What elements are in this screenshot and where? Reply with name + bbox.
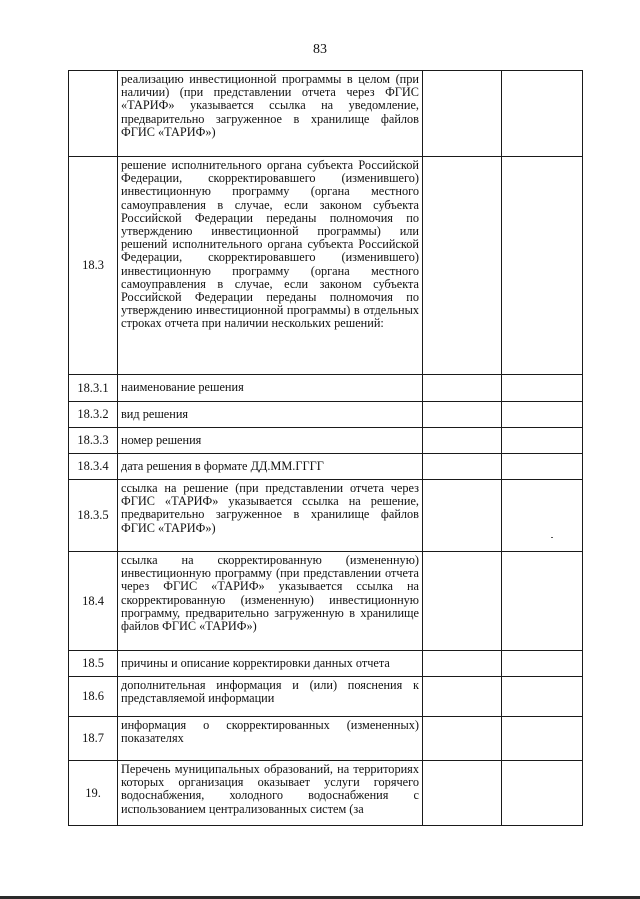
value-cell [423, 677, 502, 717]
row-text [118, 552, 423, 651]
value-cell [423, 402, 502, 428]
value-cell [423, 761, 502, 826]
row-number: 18.3.4 [69, 454, 118, 480]
value-cell [502, 552, 583, 651]
row-number: 18.3.1 [69, 375, 118, 402]
row-text-content: ссылка на решение (при представлении отчета через ФГИС «ТАРИФ» указывается ссылка на решение, предварительно загруженное в хранилище файлов ФГИС «ТАРИФ») [121, 481, 419, 535]
row-text-content: ссылка на скорректированную (измененную) инвестиционную программу (при представлении отчета через ФГИС «ТАРИФ» указывается ссылка на скорректированную (измененную) инвестиционную программу, предварительно загруженную в хранилище файлов ФГИС «ТАРИФ») [121, 553, 419, 634]
page-number: 83 [313, 42, 327, 57]
table-row [69, 428, 583, 454]
row-text-content: решение исполнительного органа субъекта Российской Федерации, скорректировавшего (изменившего) инвестиционную программу (органа местного самоуправления в случае, если законом субъекта Российской Федерации переданы полномочия по утверждению инвестиционной программы) или решений исполнительного органа субъекта Российской Федерации, скорректировавшего (изменившего) инвестиционную программу (органа местного самоуправления в случае, если законом субъекта Российской Федерации переданы полномочия по утверждению инвестиционной программы) в отдельных строках отчета при наличии нескольких решений: [121, 158, 419, 331]
row-text [118, 71, 423, 157]
value-cell [423, 454, 502, 480]
row-number: 18.7 [69, 717, 118, 761]
value-cell [502, 454, 583, 480]
value-cell [502, 677, 583, 717]
row-number: 18.3.3 [69, 428, 118, 454]
table-row [69, 552, 583, 651]
value-cell [502, 157, 583, 375]
table-row [69, 157, 583, 375]
row-text: вид решения [118, 402, 423, 428]
requirements-table [68, 70, 583, 826]
table-row [69, 375, 583, 402]
scan-speck [551, 537, 553, 538]
row-text: номер решения [118, 428, 423, 454]
value-cell [502, 71, 583, 157]
table-row [69, 480, 583, 552]
row-text [118, 761, 423, 826]
row-text: дата решения в формате ДД.ММ.ГГГГ [118, 454, 423, 480]
value-cell [423, 428, 502, 454]
value-cell [502, 651, 583, 677]
value-cell [502, 428, 583, 454]
row-text [118, 717, 423, 761]
value-cell [423, 651, 502, 677]
table-row [69, 761, 583, 826]
row-text-content: реализацию инвестиционной программы в целом (при наличии) (при представлении отчета через ФГИС «ТАРИФ» указывается ссылка на уведомление, предварительно загруженное в хранилище файлов ФГИС «ТАРИФ») [121, 72, 419, 139]
row-number: 18.3.2 [69, 402, 118, 428]
row-number: 18.6 [69, 677, 118, 717]
row-number: 18.3.5 [69, 480, 118, 552]
value-cell [502, 761, 583, 826]
table-row [69, 651, 583, 677]
row-text-content: Перечень муниципальных образований, на территориях которых организация оказывает услуги горячего водоснабжения, холодного водоснабжения с использованием централизованных систем (за [121, 762, 419, 816]
row-text: причины и описание корректировки данных отчета [118, 651, 423, 677]
value-cell [423, 717, 502, 761]
table-row [69, 717, 583, 761]
table-row [69, 454, 583, 480]
row-number: 18.3 [69, 157, 118, 375]
row-number [69, 71, 118, 157]
table-row [69, 677, 583, 717]
row-text-content: информация о скорректированных (измененных) показателях [121, 718, 419, 746]
row-number: 18.4 [69, 552, 118, 651]
value-cell [423, 552, 502, 651]
value-cell [502, 480, 583, 552]
row-number: 19. [69, 761, 118, 826]
value-cell [502, 717, 583, 761]
value-cell [423, 157, 502, 375]
value-cell [423, 375, 502, 402]
value-cell [502, 402, 583, 428]
table-row [69, 71, 583, 157]
row-number: 18.5 [69, 651, 118, 677]
row-text [118, 157, 423, 375]
table-row [69, 402, 583, 428]
row-text-content: дополнительная информация и (или) пояснения к представляемой информации [121, 678, 419, 706]
row-text [118, 480, 423, 552]
value-cell [423, 71, 502, 157]
value-cell [423, 480, 502, 552]
row-text [118, 677, 423, 717]
row-text: наименование решения [118, 375, 423, 402]
value-cell [502, 375, 583, 402]
